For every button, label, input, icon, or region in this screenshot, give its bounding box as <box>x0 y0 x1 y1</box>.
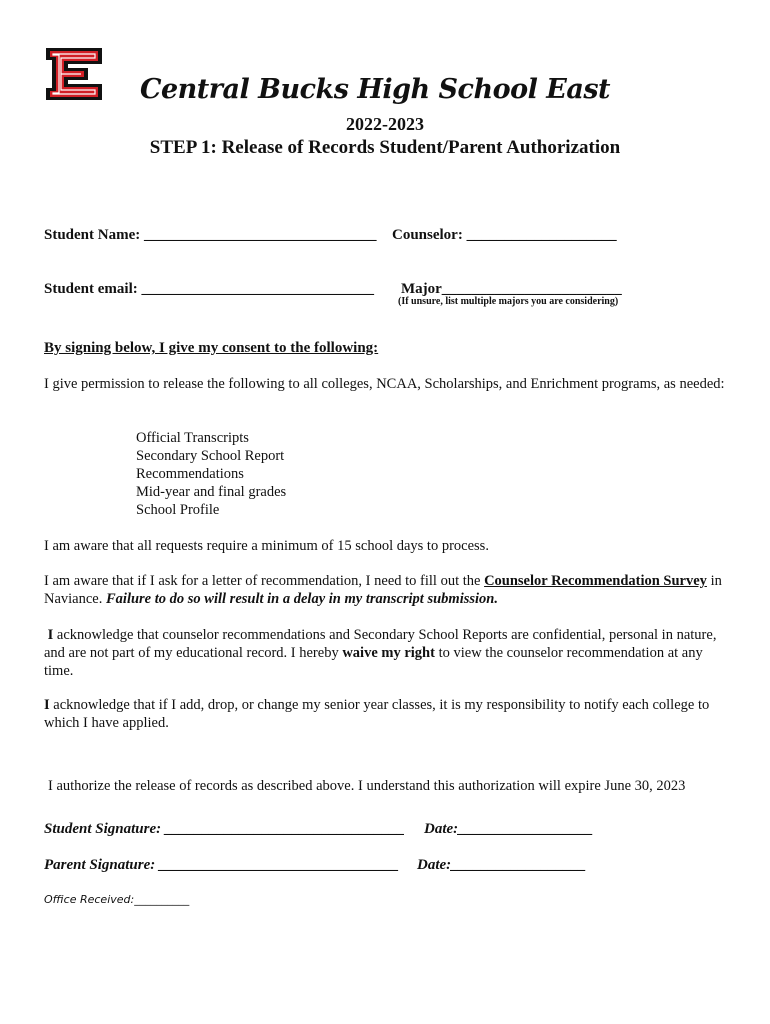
counselor-field[interactable]: Counselor: ____________________ <box>392 227 617 243</box>
major-field[interactable]: Major________________________ <box>401 281 622 297</box>
list-item: School Profile <box>136 502 220 518</box>
delay-warning: Failure to do so will result in a delay in my transcript submission. <box>106 591 498 607</box>
confidentiality-statement: I acknowledge that counselor recommendations and Secondary School Reports are confidential, personal in nature, and are not part of my educational record. I hereby waive my right to view the counselor recommendation at any time. <box>44 627 717 679</box>
school-logo-e-icon <box>44 46 104 102</box>
list-item: Recommendations <box>136 466 244 482</box>
page-title: STEP 1: Release of Records Student/Parent Authorization <box>149 137 621 158</box>
student-date-field[interactable]: Date:__________________ <box>424 821 594 837</box>
counselor-recommendation-survey-link[interactable]: Counselor Recommendation Survey <box>484 573 707 589</box>
student-name-field[interactable]: Student Name: _______________________________ <box>44 227 377 243</box>
parent-signature-field[interactable]: Parent Signature: ________________________________ <box>44 857 400 873</box>
records-list <box>136 429 286 519</box>
list-item: Mid-year and final grades <box>136 484 287 500</box>
major-note: (If unsure, list multiple majors you are considering) <box>398 296 619 307</box>
list-item: Official Transcripts <box>136 430 249 446</box>
school-logo <box>44 46 104 102</box>
schedule-change-statement: I acknowledge that if I add, drop, or change my senior year classes, it is my responsibility to notify each college to which I have applied. <box>44 697 710 731</box>
school-year: 2022-2023 <box>346 114 424 134</box>
list-item: Secondary School Report <box>136 448 285 464</box>
authorization-statement: I authorize the release of records as described above. I understand this authorization will expire June 30, 2023 <box>48 778 686 794</box>
office-received-field[interactable]: Office Received:__________ <box>44 893 190 906</box>
school-name: Central Bucks High School East <box>140 74 611 105</box>
student-email-field[interactable]: Student email: _______________________________ <box>44 281 374 297</box>
recommendation-statement: I am aware that if I ask for a letter of recommendation, I need to fill out the Counselor Recommendation Survey in Naviance. Failure to do so will result in a delay in my transcript submission. <box>44 573 722 607</box>
consent-heading: By signing below, I give my consent to the following: <box>44 340 379 356</box>
processing-time-statement: I am aware that all requests require a minimum of 15 school days to process. <box>44 538 489 554</box>
student-signature-field[interactable]: Student Signature: ________________________________ <box>44 821 405 837</box>
consent-intro: I give permission to release the following to all colleges, NCAA, Scholarships, and Enrichment programs, as needed: <box>44 376 725 392</box>
parent-date-field[interactable]: Date:__________________ <box>417 857 587 873</box>
